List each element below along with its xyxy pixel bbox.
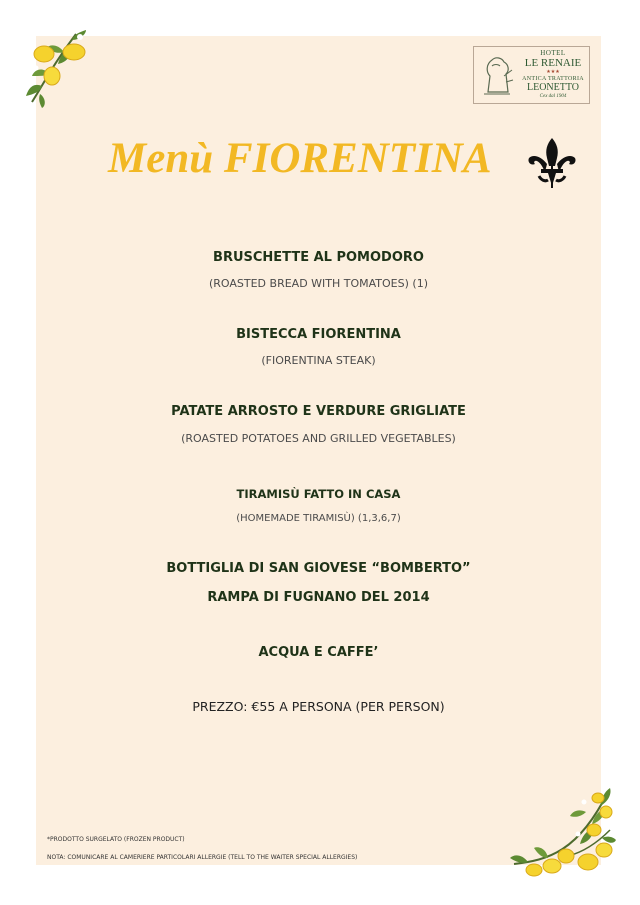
fleur-de-lis-icon (527, 136, 577, 192)
lion-crest-icon (478, 52, 516, 98)
course-translation: (HOMEMADE TIRAMISÙ) (1,3,6,7) (236, 513, 401, 524)
course-name: PATATE ARROSTO E VERDURE GRIGLIATE (171, 404, 466, 419)
course-name: TIRAMISÙ FATTO IN CASA (236, 487, 401, 501)
logo-hotel-text: HOTEL (540, 49, 566, 57)
menu-title: Menù FIORENTINA (108, 135, 492, 182)
logo-leonetto-text: LEONETTO (526, 82, 580, 93)
logo-trattoria-text: ANTICA TRATTORIA (522, 76, 584, 82)
extras: ACQUA E CAFFE’ (258, 645, 379, 660)
course-translation: (ROASTED BREAD WITH TOMATOES) (1) (208, 277, 428, 290)
course-name: BRUSCHETTE AL POMODORO (213, 250, 424, 265)
frozen-footnote: *PRODOTTO SURGELATO (FROZEN PRODUCT) (47, 836, 185, 843)
wine-bottle: BOTTIGLIA DI SAN GIOVESE “BOMBERTO” (166, 561, 471, 576)
course-name: BISTECCA FIORENTINA (236, 327, 401, 342)
logo-hotel-name: LE RENAIE (524, 57, 582, 69)
logo-since-text: Cex dal 1904 (539, 94, 567, 99)
hotel-logo (473, 46, 590, 104)
logo-stars: ★★★ (546, 70, 560, 75)
allergy-footnote: NOTA: COMUNICARE AL CAMERIERE PARTICOLARI ALLERGIE (TELL TO THE WAITER SPECIAL ALLERGIES) (47, 854, 358, 861)
price: PREZZO: €55 A PERSONA (PER PERSON) (192, 699, 445, 714)
wine-vintage: RAMPA DI FUGNANO DEL 2014 (207, 590, 430, 605)
course-translation: (ROASTED POTATOES AND GRILLED VEGETABLES) (181, 432, 456, 445)
lemon-branch-icon (24, 28, 90, 108)
lemon-branch-icon (508, 782, 618, 882)
course-translation: (FIORENTINA STEAK) (261, 354, 376, 367)
